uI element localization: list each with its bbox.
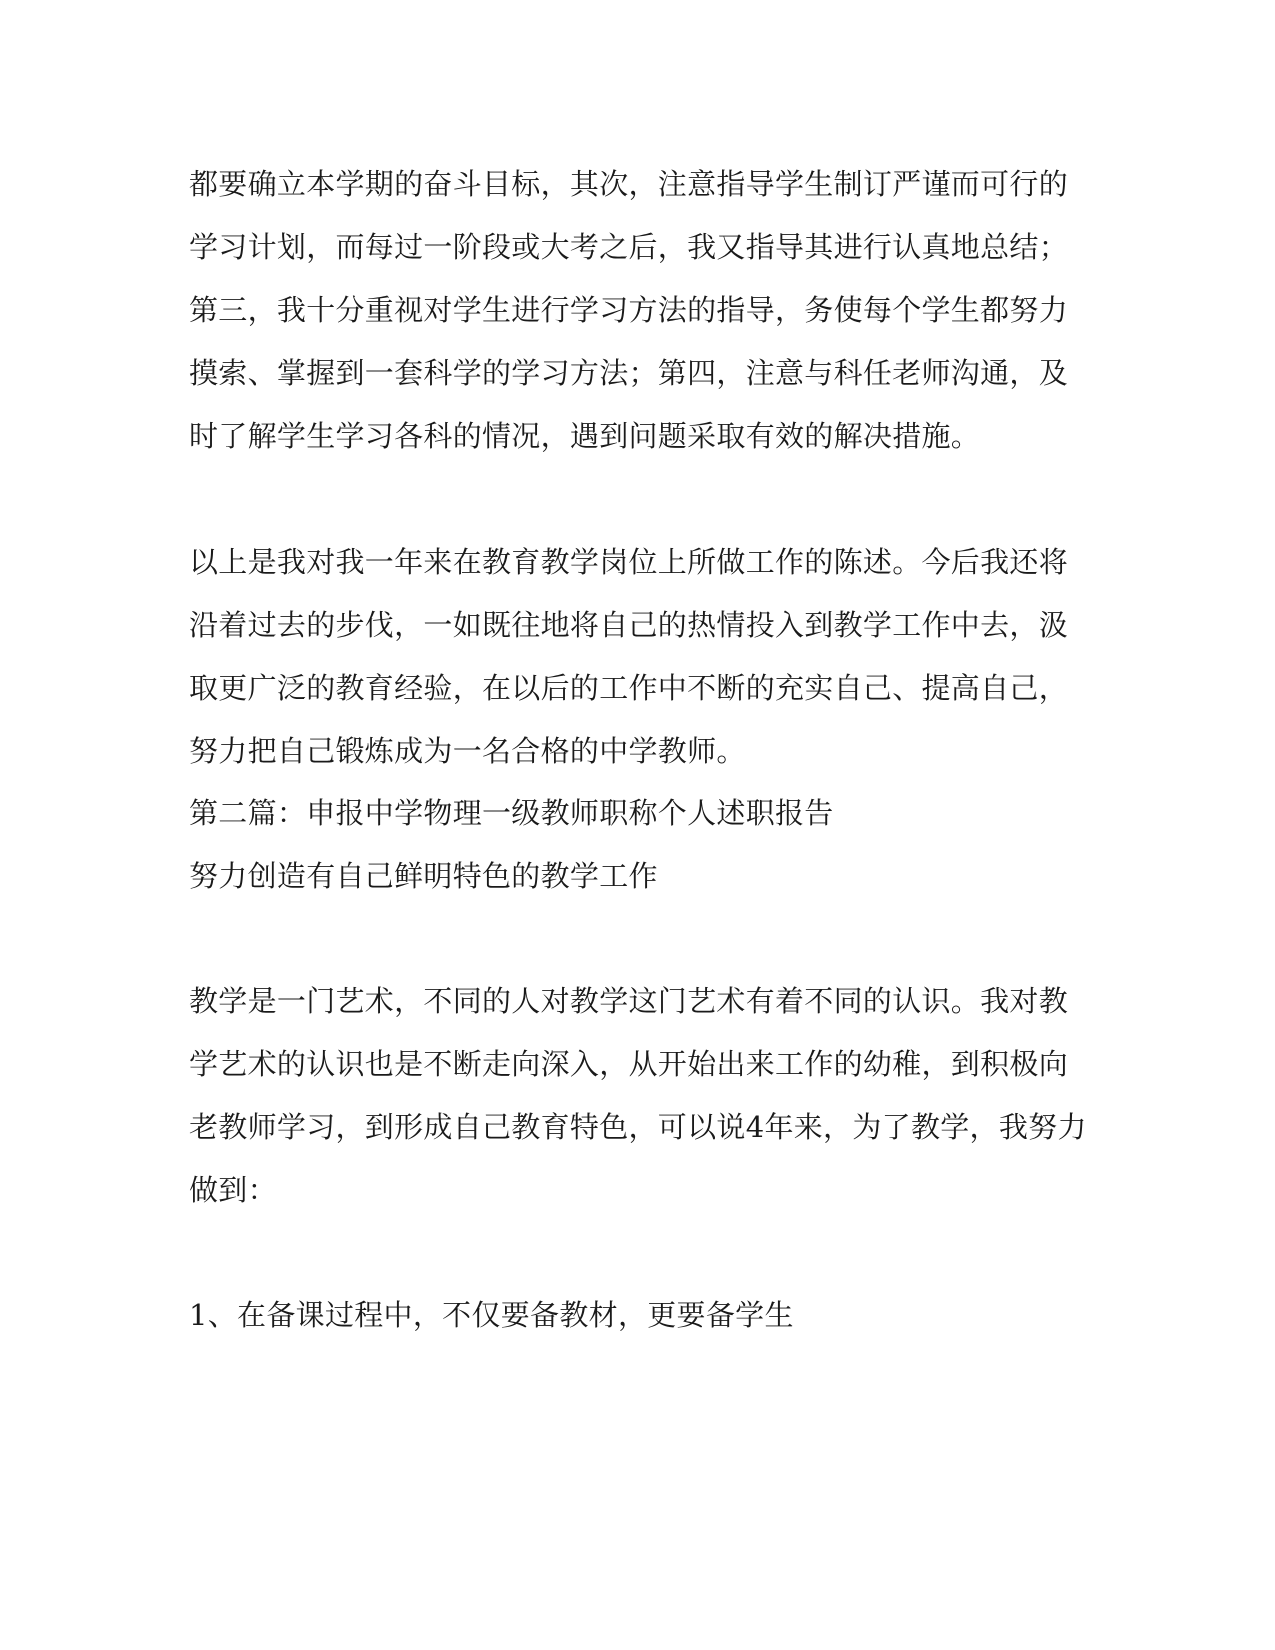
paragraph-2-line-4: 努力把自己锻炼成为一名合格的中学教师。 xyxy=(189,734,746,768)
section-title: 第二篇：申报中学物理一级教师职称个人述职报告 xyxy=(189,796,834,830)
paragraph-2-line-1: 以上是我对我一年来在教育教学岗位上所做工作的陈述。今后我还将 xyxy=(189,545,1069,579)
paragraph-1-line-2: 学习计划，而每过一阶段或大考之后，我又指导其进行认真地总结； xyxy=(189,230,1069,264)
paragraph-2-line-2: 沿着过去的步伐，一如既往地将自己的热情投入到教学工作中去，汲 xyxy=(189,608,1069,642)
paragraph-3-line-4: 做到： xyxy=(189,1173,277,1207)
paragraph-3-line-1: 教学是一门艺术，不同的人对教学这门艺术有着不同的认识。我对教 xyxy=(189,984,1069,1018)
paragraph-3-line-2: 学艺术的认识也是不断走向深入，从开始出来工作的幼稚，到积极向 xyxy=(189,1047,1069,1081)
list-item-1: 1、在备课过程中，不仅要备教材，更要备学生 xyxy=(189,1298,794,1332)
paragraph-1-line-3: 第三，我十分重视对学生进行学习方法的指导，务使每个学生都努力 xyxy=(189,293,1069,327)
paragraph-1-line-5: 时了解学生学习各科的情况，遇到问题采取有效的解决措施。 xyxy=(189,419,981,453)
paragraph-2-line-3: 取更广泛的教育经验，在以后的工作中不断的充实自己、提高自己， xyxy=(189,671,1069,705)
paragraph-3-line-3: 老教师学习，到形成自己教育特色，可以说4年来，为了教学，我努力 xyxy=(189,1110,1087,1144)
section-subtitle: 努力创造有自己鲜明特色的教学工作 xyxy=(189,859,658,893)
paragraph-1-line-1: 都要确立本学期的奋斗目标，其次，注意指导学生制订严谨而可行的 xyxy=(189,167,1069,201)
paragraph-1-line-4: 摸索、掌握到一套科学的学习方法；第四，注意与科任老师沟通，及 xyxy=(189,356,1069,390)
